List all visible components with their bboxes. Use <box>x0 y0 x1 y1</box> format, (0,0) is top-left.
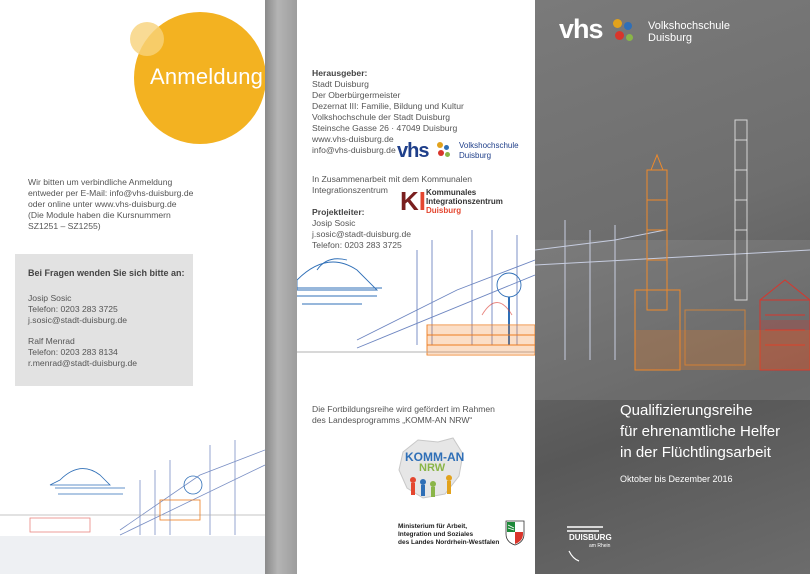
komm-an-logo <box>393 432 469 504</box>
vhs-logo-words <box>648 20 730 44</box>
ki-logo <box>400 187 530 219</box>
logo-dot-icon <box>438 150 444 156</box>
lead-heading: Projektleiter: <box>312 207 365 217</box>
duisburg-logo-subtext: am Rhein <box>589 543 611 549</box>
funding-line: Die Fortbildungsreihe wird gefördert im Rahmen <box>312 404 495 414</box>
contact-phone: Telefon: 0203 283 3725 <box>28 304 118 314</box>
logo-dot-icon <box>445 152 450 157</box>
logo-dot-icon <box>613 19 622 28</box>
vhs-letters: vhs <box>559 14 603 44</box>
cover-title-line: für ehrenamtliche Helfer <box>620 423 781 440</box>
logo-dot-icon <box>615 31 624 40</box>
lead-name: Josip Sosic <box>312 218 356 228</box>
skyline-illustration <box>0 440 265 574</box>
ki-logo-line: Integrationszentrum <box>426 197 503 206</box>
cover-title <box>620 400 780 463</box>
logo-dot-icon <box>626 34 633 41</box>
vhs-logo-words <box>459 141 519 161</box>
fold-gutter <box>265 0 297 574</box>
skyline-illustration <box>535 100 810 400</box>
nrw-coat-of-arms-icon <box>505 520 525 546</box>
ki-logo-line: Duisburg <box>426 206 462 215</box>
cover-title-line: Qualifizierungsreihe <box>620 402 753 419</box>
ministry-line: des Landes Nordrhein-Westfalen <box>398 539 500 546</box>
registration-title: Anmeldung <box>150 64 264 89</box>
ministry-line: Ministerium für Arbeit, <box>398 523 468 530</box>
contact-text <box>28 268 185 369</box>
ministry-line: Integration und Soziales <box>398 531 474 538</box>
publisher-line: Dezernat III: Familie, Bildung und Kultur <box>312 101 464 111</box>
cooperation-text: In Zusammenarbeit mit dem Kommunalen Integrationszentrum <box>312 174 473 195</box>
ki-letters: KI <box>400 186 427 216</box>
duisburg-logo-text: DUISBURG <box>569 533 612 542</box>
duisburg-logo <box>563 523 623 563</box>
vhs-logo <box>397 140 527 166</box>
contact-email: r.menrad@stadt-duisburg.de <box>28 358 138 368</box>
publisher-line: Steinsche Gasse 26 · 47049 Duisburg <box>312 123 458 133</box>
publisher-email: info@vhs-duisburg.de <box>312 145 396 155</box>
ki-logo-line: Kommunales <box>426 188 477 197</box>
contact-phone: Telefon: 0203 283 8134 <box>28 347 118 357</box>
logo-dot-icon <box>624 22 632 30</box>
publisher-line: Volkshochschule der Stadt Duisburg <box>312 112 451 122</box>
vhs-logo-line: Volkshochschule <box>459 141 519 150</box>
questions-heading: Bei Fragen wenden Sie sich bitte an: <box>28 268 185 278</box>
logo-dot-icon <box>437 142 443 148</box>
vhs-logo-line: Duisburg <box>459 151 492 160</box>
lead-phone: Telefon: 0203 283 3725 <box>312 240 402 250</box>
nrw-text: NRW <box>419 462 446 474</box>
komm-an-text: KOMM-AN <box>405 450 465 464</box>
funding-line: des Landesprogramms „KOMM-AN NRW“ <box>312 415 473 425</box>
panel-registration <box>0 0 265 574</box>
lead-email: j.sosic@stadt-duisburg.de <box>312 229 412 239</box>
cover-date-range: Oktober bis Dezember 2016 <box>620 474 733 484</box>
registration-line: SZ1251 – SZ1255) <box>28 221 101 231</box>
publisher-website: www.vhs-duisburg.de <box>312 134 394 144</box>
registration-line: (Die Module haben die Kursnummern <box>28 210 171 220</box>
vhs-logo-line: Duisburg <box>648 32 693 44</box>
funding-text <box>312 404 495 426</box>
publisher-line: Der Oberbürgermeister <box>312 90 401 100</box>
contact-name: Josip Sosic <box>28 293 72 303</box>
registration-line: oder online unter www.vhs-duisburg.de <box>28 199 177 209</box>
panel-cover <box>535 0 810 574</box>
cover-title-line: in der Flüchtlingsarbeit <box>620 444 771 461</box>
publisher-heading: Herausgeber: <box>312 68 368 78</box>
ministry-text <box>398 523 499 547</box>
registration-line: entweder per E-Mail: info@vhs-duisburg.de <box>28 188 194 198</box>
vhs-letters: vhs <box>397 140 429 162</box>
contact-name: Ralf Menrad <box>28 336 75 346</box>
registration-line: Wir bitten um verbindliche Anmeldung <box>28 177 173 187</box>
registration-text <box>28 177 193 232</box>
skyline-illustration <box>297 230 535 390</box>
panel-imprint <box>297 0 535 574</box>
contact-email: j.sosic@stadt-duisburg.de <box>28 315 128 325</box>
vhs-logo-line: Volkshochschule <box>648 20 730 32</box>
circle-highlight <box>130 22 164 56</box>
ki-logo-words <box>426 188 503 215</box>
publisher-line: Stadt Duisburg <box>312 79 369 89</box>
logo-dot-icon <box>444 145 449 150</box>
